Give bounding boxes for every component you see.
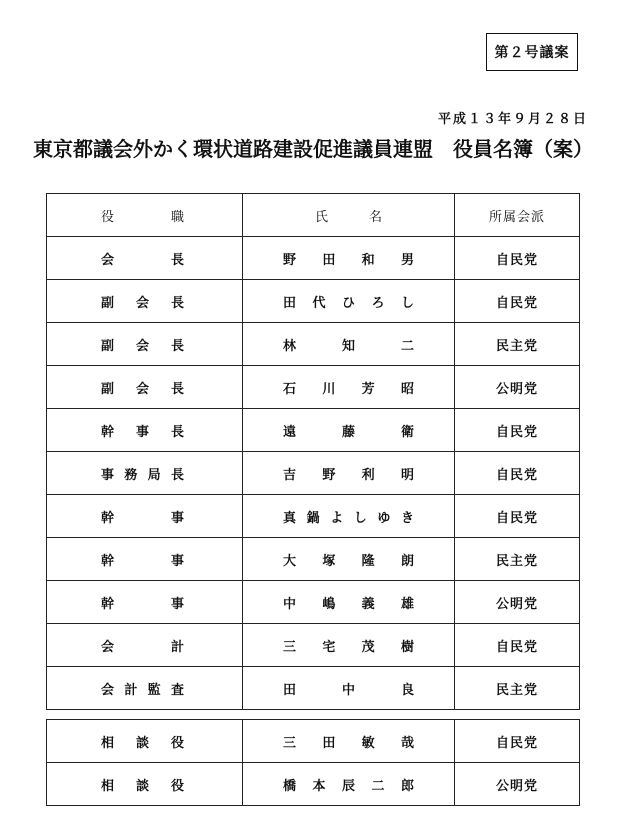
party-cell: 公明党 (455, 581, 580, 624)
position-char: 会 (101, 252, 115, 268)
name-cell (243, 763, 455, 806)
party-cell: 公明党 (455, 366, 580, 409)
header-party: 所属会派 (455, 194, 580, 237)
name-char: 本 (312, 778, 326, 794)
name-char: 宅 (322, 639, 336, 655)
name-char: 芳 (361, 381, 375, 397)
document-title: 東京都議会外かく環状道路建設促進議員連盟 役員名簿（案） (33, 137, 593, 161)
header-position-char: 役 (101, 209, 115, 225)
advisor-table (46, 719, 580, 806)
party-cell: 自民党 (455, 409, 580, 452)
name-char: ゆ (377, 510, 391, 526)
position-char: 幹 (101, 553, 115, 569)
name-char: 鍋 (306, 510, 320, 526)
name-cell (243, 667, 455, 710)
advisor-row (47, 720, 580, 763)
position-char: 談 (135, 735, 149, 751)
position-char: 事 (170, 510, 184, 526)
position-cell (47, 538, 243, 581)
position-char: 副 (101, 338, 115, 354)
officer-roster-table (46, 193, 580, 710)
position-char: 長 (170, 338, 184, 354)
name-char: 郎 (400, 778, 414, 794)
position-char: 長 (170, 252, 184, 268)
name-char: 野 (283, 252, 297, 268)
name-cell (243, 581, 455, 624)
position-cell (47, 280, 243, 323)
name-char: 代 (312, 295, 326, 311)
name-char: 義 (361, 596, 375, 612)
party-cell: 自民党 (455, 280, 580, 323)
position-cell (47, 323, 243, 366)
name-char: 明 (400, 467, 414, 483)
name-char: 男 (400, 252, 414, 268)
position-char: 会 (135, 295, 149, 311)
name-char: 橋 (283, 778, 297, 794)
position-cell (47, 452, 243, 495)
position-char: 監 (147, 682, 161, 698)
position-char: 相 (101, 735, 115, 751)
name-char: 利 (361, 467, 375, 483)
party-cell: 民主党 (455, 323, 580, 366)
position-char: 計 (124, 682, 138, 698)
name-char: し (400, 295, 414, 311)
position-char: 副 (101, 295, 115, 311)
table-header-row (47, 194, 580, 237)
name-char: 二 (371, 778, 385, 794)
header-name-char: 名 (368, 209, 382, 225)
position-char: 談 (135, 778, 149, 794)
position-char: 会 (101, 682, 115, 698)
name-char: 隆 (361, 553, 375, 569)
name-char: 遠 (283, 424, 297, 440)
name-char: 樹 (400, 639, 414, 655)
position-char: 役 (170, 778, 184, 794)
position-char: 幹 (101, 596, 115, 612)
position-char: 事 (170, 553, 184, 569)
position-cell (47, 624, 243, 667)
name-char: 茂 (361, 639, 375, 655)
member-row (47, 667, 580, 710)
name-char: よ (330, 510, 344, 526)
position-cell (47, 495, 243, 538)
position-char: 査 (170, 682, 184, 698)
party-cell: 民主党 (455, 667, 580, 710)
name-char: 雄 (400, 596, 414, 612)
name-char: 朗 (400, 553, 414, 569)
name-char: 吉 (283, 467, 297, 483)
name-cell (243, 366, 455, 409)
name-char: 中 (341, 682, 355, 698)
party-cell: 自民党 (455, 452, 580, 495)
position-cell (47, 763, 243, 806)
name-cell (243, 409, 455, 452)
name-char: 衛 (400, 424, 414, 440)
document-date: 平成１３年９月２８日 (437, 112, 588, 127)
name-char: 藤 (341, 424, 355, 440)
name-cell (243, 538, 455, 581)
position-char: 計 (170, 639, 184, 655)
name-char: 二 (400, 338, 414, 354)
party-cell: 自民党 (455, 237, 580, 280)
name-char: 川 (322, 381, 336, 397)
name-char: き (400, 510, 414, 526)
position-char: 局 (147, 467, 161, 483)
member-row (47, 538, 580, 581)
position-char: 会 (135, 381, 149, 397)
member-row (47, 323, 580, 366)
position-char: 役 (170, 735, 184, 751)
name-char: 知 (341, 338, 355, 354)
member-row (47, 237, 580, 280)
position-char: 副 (101, 381, 115, 397)
name-char: 田 (283, 295, 297, 311)
name-char: 中 (283, 596, 297, 612)
member-row (47, 581, 580, 624)
name-char: 林 (283, 338, 297, 354)
name-char: 石 (283, 381, 297, 397)
name-char: ひ (341, 295, 355, 311)
name-char: 辰 (341, 778, 355, 794)
name-char: 田 (322, 735, 336, 751)
name-cell (243, 720, 455, 763)
member-row (47, 409, 580, 452)
name-char: 昭 (400, 381, 414, 397)
name-cell (243, 452, 455, 495)
header-name (243, 194, 455, 237)
name-char: し (353, 510, 367, 526)
position-char: 事 (170, 596, 184, 612)
position-cell (47, 237, 243, 280)
name-cell (243, 280, 455, 323)
party-cell: 民主党 (455, 538, 580, 581)
name-char: 三 (283, 639, 297, 655)
member-row (47, 495, 580, 538)
name-cell (243, 323, 455, 366)
name-char: ろ (371, 295, 385, 311)
position-char: 会 (135, 338, 149, 354)
position-char: 長 (170, 381, 184, 397)
party-cell: 自民党 (455, 720, 580, 763)
name-char: 三 (283, 735, 297, 751)
name-char: 田 (322, 252, 336, 268)
member-row (47, 280, 580, 323)
position-char: 相 (101, 778, 115, 794)
name-cell (243, 237, 455, 280)
name-char: 塚 (322, 553, 336, 569)
name-char: 大 (283, 553, 297, 569)
header-position-char: 職 (170, 209, 184, 225)
member-row (47, 624, 580, 667)
position-char: 長 (170, 424, 184, 440)
name-char: 哉 (400, 735, 414, 751)
name-char: 和 (361, 252, 375, 268)
position-cell (47, 366, 243, 409)
name-char: 田 (283, 682, 297, 698)
member-row (47, 452, 580, 495)
party-cell: 自民党 (455, 624, 580, 667)
name-char: 良 (400, 682, 414, 698)
header-position (47, 194, 243, 237)
member-row (47, 366, 580, 409)
position-char: 長 (170, 295, 184, 311)
position-char: 事 (101, 467, 115, 483)
position-cell (47, 581, 243, 624)
position-char: 幹 (101, 510, 115, 526)
name-char: 嶋 (322, 596, 336, 612)
name-char: 敏 (361, 735, 375, 751)
position-char: 事 (135, 424, 149, 440)
position-cell (47, 720, 243, 763)
name-cell (243, 495, 455, 538)
position-char: 会 (101, 639, 115, 655)
header-name-char: 氏 (315, 209, 329, 225)
name-char: 真 (283, 510, 297, 526)
party-cell: 自民党 (455, 495, 580, 538)
name-cell (243, 624, 455, 667)
position-char: 長 (170, 467, 184, 483)
position-cell (47, 667, 243, 710)
agenda-number-badge: 第２号議案 (486, 33, 578, 71)
position-char: 務 (124, 467, 138, 483)
party-cell: 公明党 (455, 763, 580, 806)
name-char: 野 (322, 467, 336, 483)
position-char: 幹 (101, 424, 115, 440)
position-cell (47, 409, 243, 452)
advisor-row (47, 763, 580, 806)
